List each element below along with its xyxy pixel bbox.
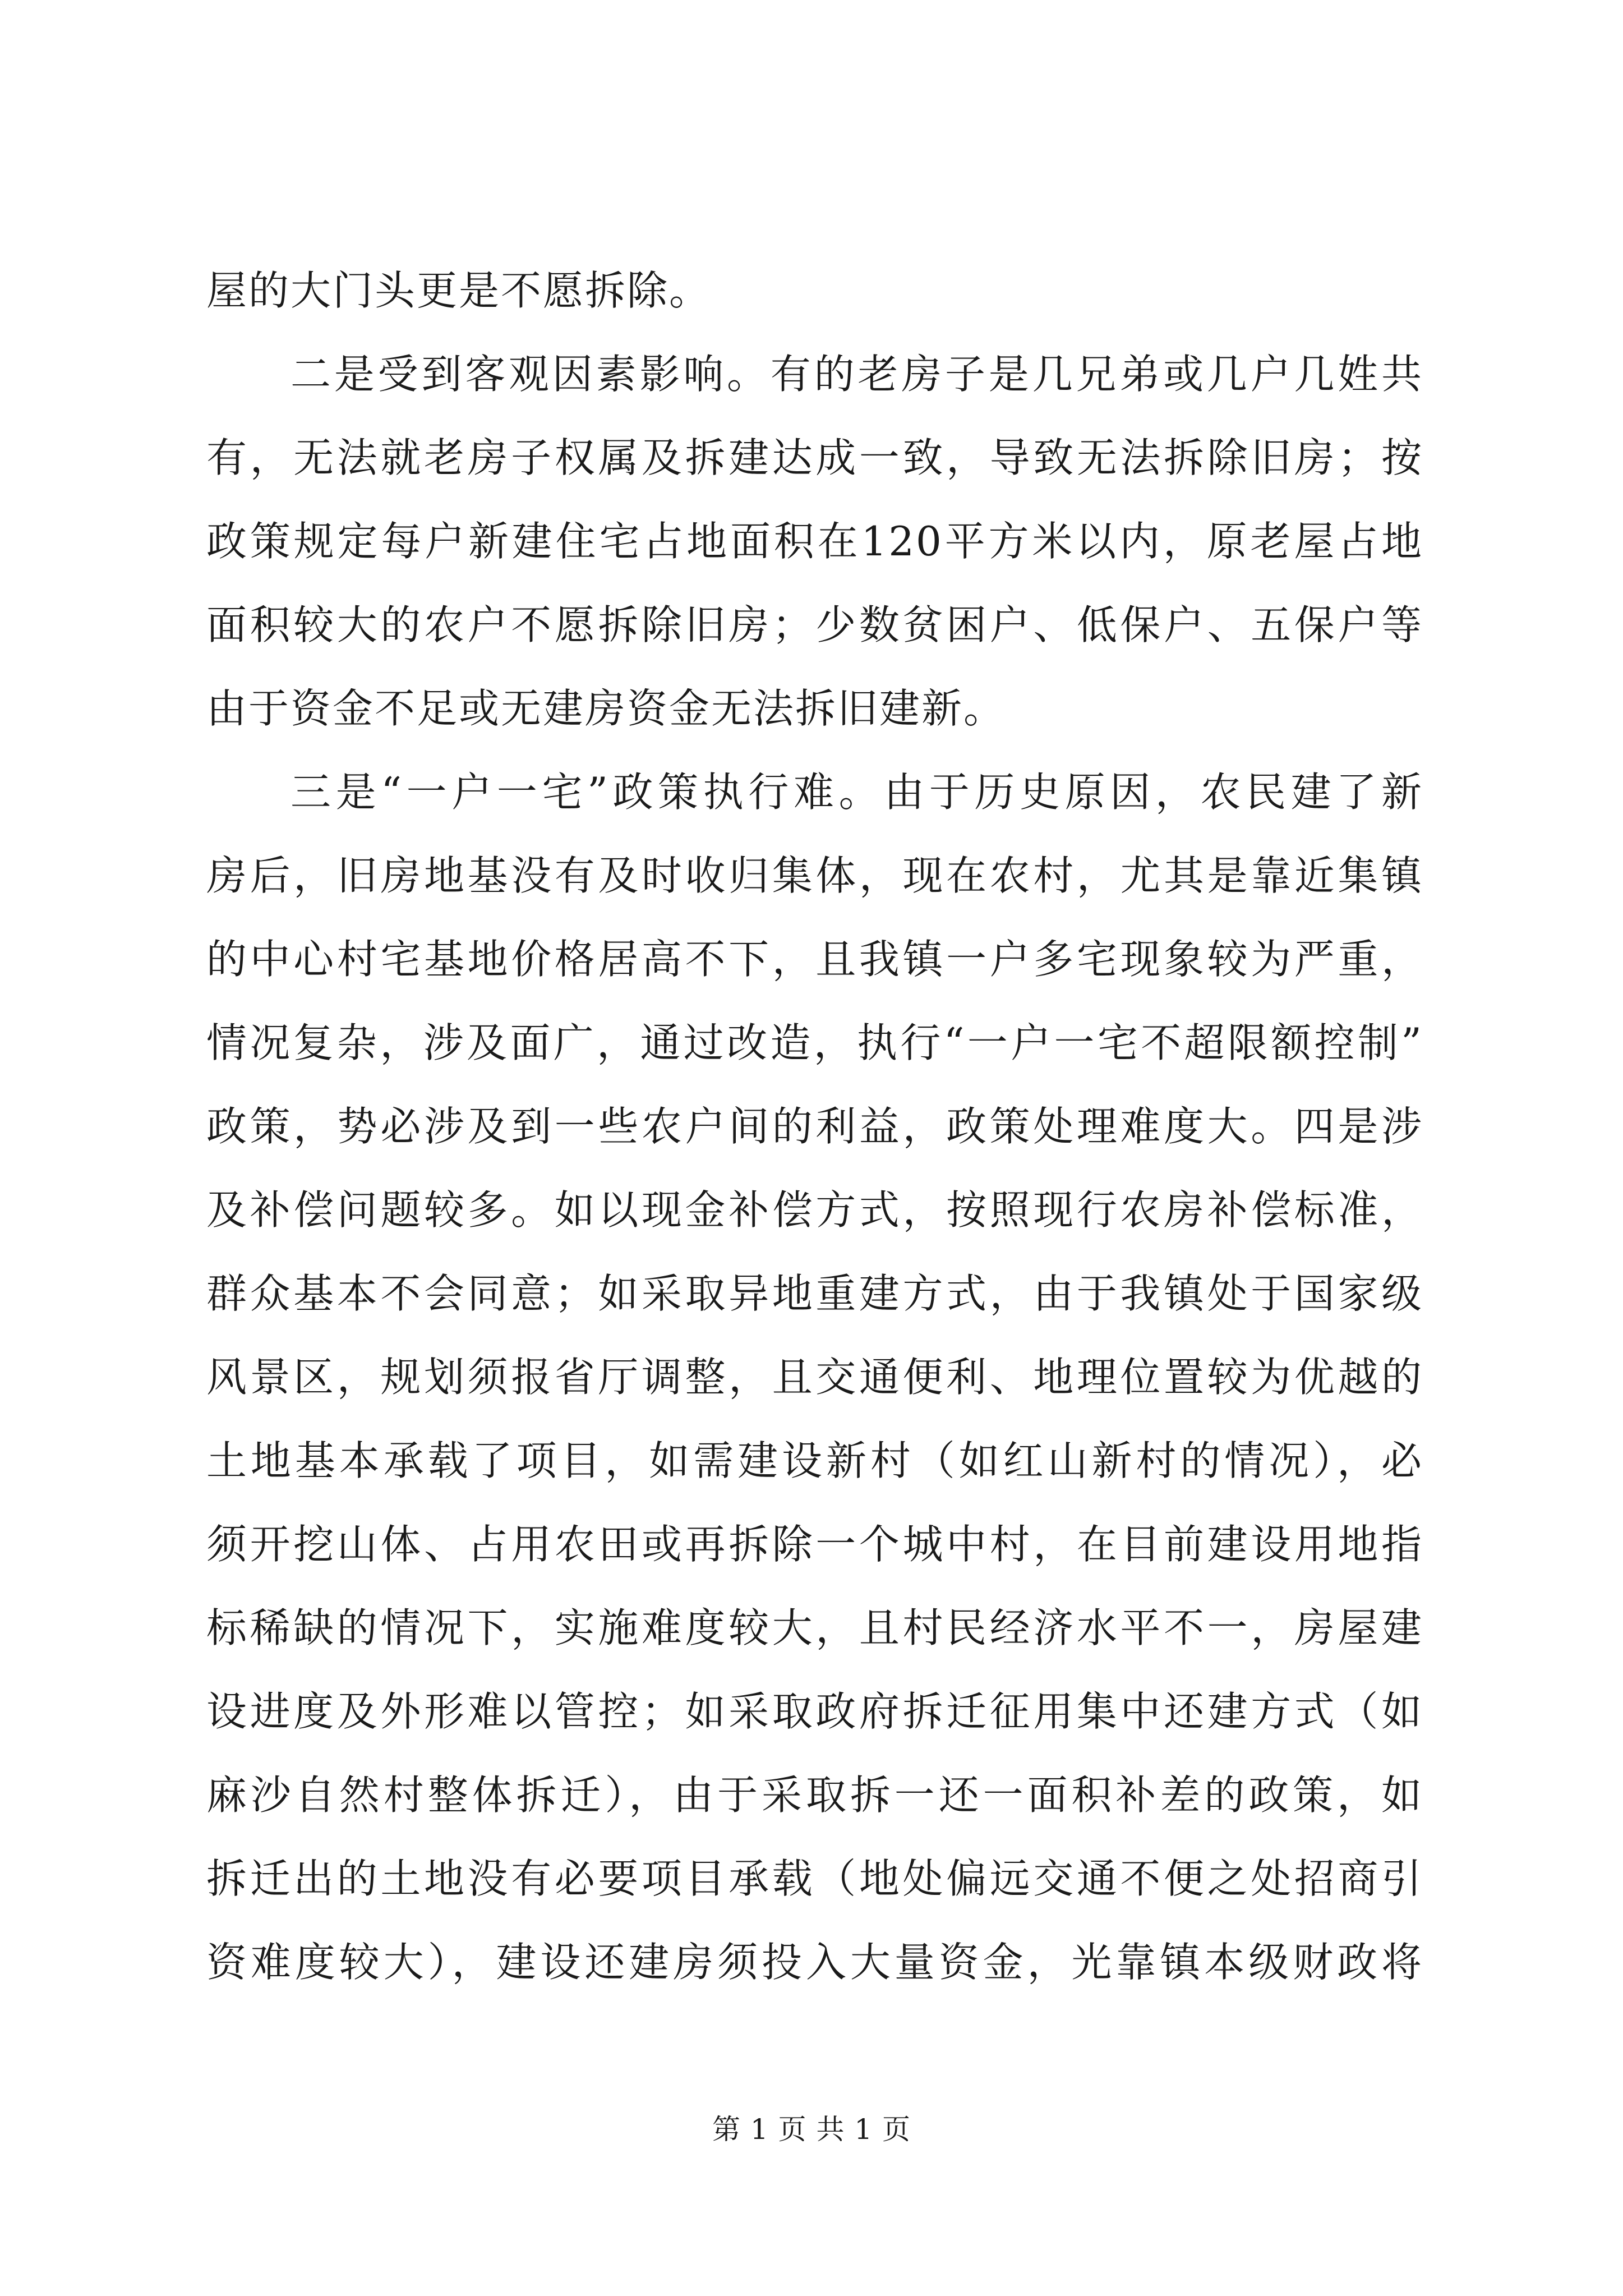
paragraph-line: 屋的大门头更是不愿拆除。 [206,267,712,314]
paragraph-line: 三是“一户一宅”政策执行难。由于历史原因，农民建了新 [291,769,1423,816]
paragraph-line: 群众基本不会同意；如采取异地重建方式，由于我镇处于国家级 [206,1270,1423,1317]
page-number-label: 第 1 页 共 1 页 [712,2113,911,2146]
paragraph-line: 由于资金不足或无建房资金无法拆旧建新。 [206,685,1006,732]
paragraph-line: 二是受到客观因素影响。有的老房子是几兄弟或几户几姓共 [291,351,1423,398]
page-footer [0,2113,1623,2146]
paragraph-line: 资难度较大），建设还建房须投入大量资金，光靠镇本级财政将 [206,1939,1423,1986]
paragraph-line: 政策，势必涉及到一些农户间的利益，政策处理难度大。四是涉 [206,1103,1423,1150]
paragraph-line: 标稀缺的情况下，实施难度较大，且村民经济水平不一，房屋建 [206,1604,1423,1651]
document-body [206,249,1423,2004]
paragraph-line: 麻沙自然村整体拆迁），由于采取拆一还一面积补差的政策，如 [206,1772,1423,1819]
paragraph-line: 风景区，规划须报省厅调整，且交通便利、地理位置较为优越的 [206,1354,1423,1401]
paragraph-line: 及补偿问题较多。如以现金补偿方式，按照现行农房补偿标准， [206,1186,1423,1234]
paragraph-line: 拆迁出的土地没有必要项目承载（地处偏远交通不便之处招商引 [206,1855,1423,1902]
paragraph-line: 情况复杂，涉及面广，通过改造，执行“一户一宅不超限额控制” [206,1019,1423,1066]
paragraph-line: 须开挖山体、占用农田或再拆除一个城中村，在目前建设用地指 [206,1521,1423,1568]
paragraph-line: 有，无法就老房子权属及拆建达成一致，导致无法拆除旧房；按 [206,434,1423,481]
paragraph-line: 政策规定每户新建住宅占地面积在120平方米以内，原老屋占地 [206,518,1423,565]
paragraph-line: 面积较大的农户不愿拆除旧房；少数贫困户、低保户、五保户等 [206,601,1423,648]
paragraph-line: 房后，旧房地基没有及时收归集体，现在农村，尤其是靠近集镇 [206,852,1423,899]
paragraph-line: 的中心村宅基地价格居高不下，且我镇一户多宅现象较为严重， [206,936,1423,983]
paragraph-line: 土地基本承载了项目，如需建设新村（如红山新村的情况），必 [206,1437,1423,1484]
paragraph-line: 设进度及外形难以管控；如采取政府拆迁征用集中还建方式（如 [206,1688,1423,1735]
